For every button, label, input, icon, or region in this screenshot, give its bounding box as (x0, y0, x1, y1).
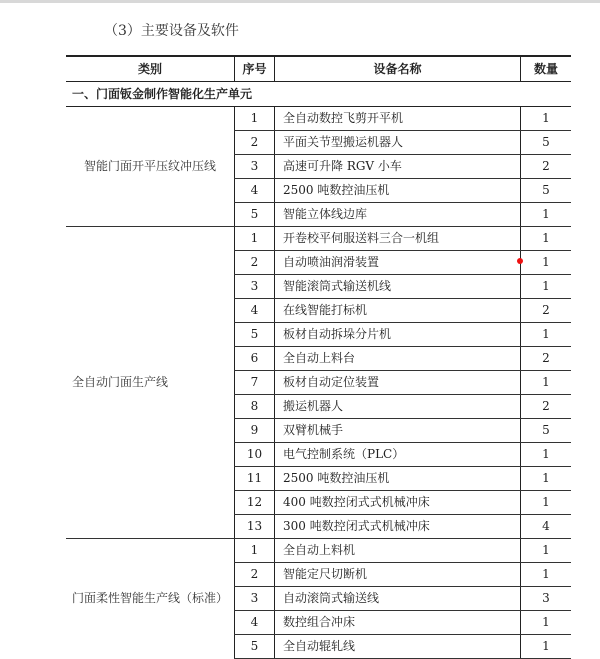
quantity: 1 (521, 203, 572, 227)
row-number: 9 (235, 419, 275, 443)
equipment-name: 平面关节型搬运机器人 (275, 131, 521, 155)
quantity: 1 (521, 371, 572, 395)
quantity: 1 (521, 635, 572, 659)
equipment-name: 在线智能打标机 (275, 299, 521, 323)
row-number: 2 (235, 251, 275, 275)
row-number: 3 (235, 275, 275, 299)
quantity: 2 (521, 155, 572, 179)
row-number: 1 (235, 539, 275, 563)
header-category: 类别 (66, 56, 235, 82)
equipment-table (66, 55, 571, 659)
equipment-name: 智能立体线边库 (275, 203, 521, 227)
category-cell: 智能门面开平压纹冲压线 (66, 107, 235, 227)
quantity: 2 (521, 395, 572, 419)
row-number: 11 (235, 467, 275, 491)
row-number: 1 (235, 227, 275, 251)
quantity: 3 (521, 587, 572, 611)
quantity: 1 (521, 491, 572, 515)
equipment-name: 双臂机械手 (275, 419, 521, 443)
category-cell: 门面柔性智能生产线（标准） (71, 591, 228, 606)
quantity: 2 (521, 347, 572, 371)
row-number: 10 (235, 443, 275, 467)
equipment-name: 板材自动定位装置 (275, 371, 521, 395)
quantity: 2 (521, 299, 572, 323)
quantity: 1 (521, 611, 572, 635)
header-qty: 数量 (521, 56, 572, 82)
equipment-name: 电气控制系统（PLC） (275, 443, 521, 467)
row-number: 3 (235, 155, 275, 179)
equipment-name: 搬运机器人 (275, 395, 521, 419)
row-number: 2 (235, 563, 275, 587)
equipment-name: 智能定尺切断机 (275, 563, 521, 587)
equipment-name: 智能滚筒式输送机线 (275, 275, 521, 299)
quantity: 5 (521, 419, 572, 443)
quantity: 1 (521, 539, 572, 563)
equipment-name: 全自动辊轧线 (275, 635, 521, 659)
equipment-name: 2500 吨数控油压机 (275, 179, 521, 203)
equipment-name: 300 吨数控闭式式机械冲床 (275, 515, 521, 539)
row-number: 12 (235, 491, 275, 515)
table-row (66, 107, 571, 131)
row-number: 1 (235, 107, 275, 131)
row-number: 5 (235, 203, 275, 227)
equipment-name: 全自动上料机 (275, 539, 521, 563)
quantity: 1 (521, 323, 572, 347)
quantity: 1 (521, 227, 572, 251)
quantity: 1 (521, 563, 572, 587)
equipment-name: 自动喷油润滑装置 (275, 251, 521, 275)
row-number: 13 (235, 515, 275, 539)
row-number: 5 (235, 635, 275, 659)
quantity: 4 (521, 515, 572, 539)
row-number: 8 (235, 395, 275, 419)
quantity: 1 (521, 443, 572, 467)
quantity: 1 (521, 275, 572, 299)
quantity: 5 (521, 179, 572, 203)
page-top-edge (0, 0, 600, 3)
table-header-row (66, 56, 571, 82)
equipment-name: 高速可升降 RGV 小车 (275, 155, 521, 179)
equipment-name: 数控组合冲床 (275, 611, 521, 635)
row-number: 6 (235, 347, 275, 371)
section-title: （3）主要设备及软件 (104, 23, 239, 39)
equipment-name: 自动滚筒式输送线 (275, 587, 521, 611)
row-number: 4 (235, 179, 275, 203)
row-number: 3 (235, 587, 275, 611)
quantity: 1 (521, 107, 572, 131)
row-number: 7 (235, 371, 275, 395)
header-name: 设备名称 (275, 56, 521, 82)
category-cell: 全自动门面生产线 (66, 227, 235, 539)
equipment-name: 2500 吨数控油压机 (275, 467, 521, 491)
equipment-name: 400 吨数控闭式式机械冲床 (275, 491, 521, 515)
section-row (66, 82, 571, 107)
quantity: 1 (521, 467, 572, 491)
annotation-marker (517, 258, 523, 264)
table-row (66, 539, 571, 563)
equipment-name: 全自动上料台 (275, 347, 521, 371)
table-row (66, 227, 571, 251)
row-number: 2 (235, 131, 275, 155)
equipment-name: 全自动数控飞剪开平机 (275, 107, 521, 131)
equipment-name: 开卷校平伺服送料三合一机组 (275, 227, 521, 251)
equipment-name: 板材自动拆垛分片机 (275, 323, 521, 347)
row-number: 4 (235, 299, 275, 323)
quantity: 5 (521, 131, 572, 155)
row-number: 5 (235, 323, 275, 347)
header-no: 序号 (235, 56, 275, 82)
row-number: 4 (235, 611, 275, 635)
quantity: 1 (521, 251, 572, 275)
section-label: 一、门面钣金制作智能化生产单元 (66, 82, 571, 107)
